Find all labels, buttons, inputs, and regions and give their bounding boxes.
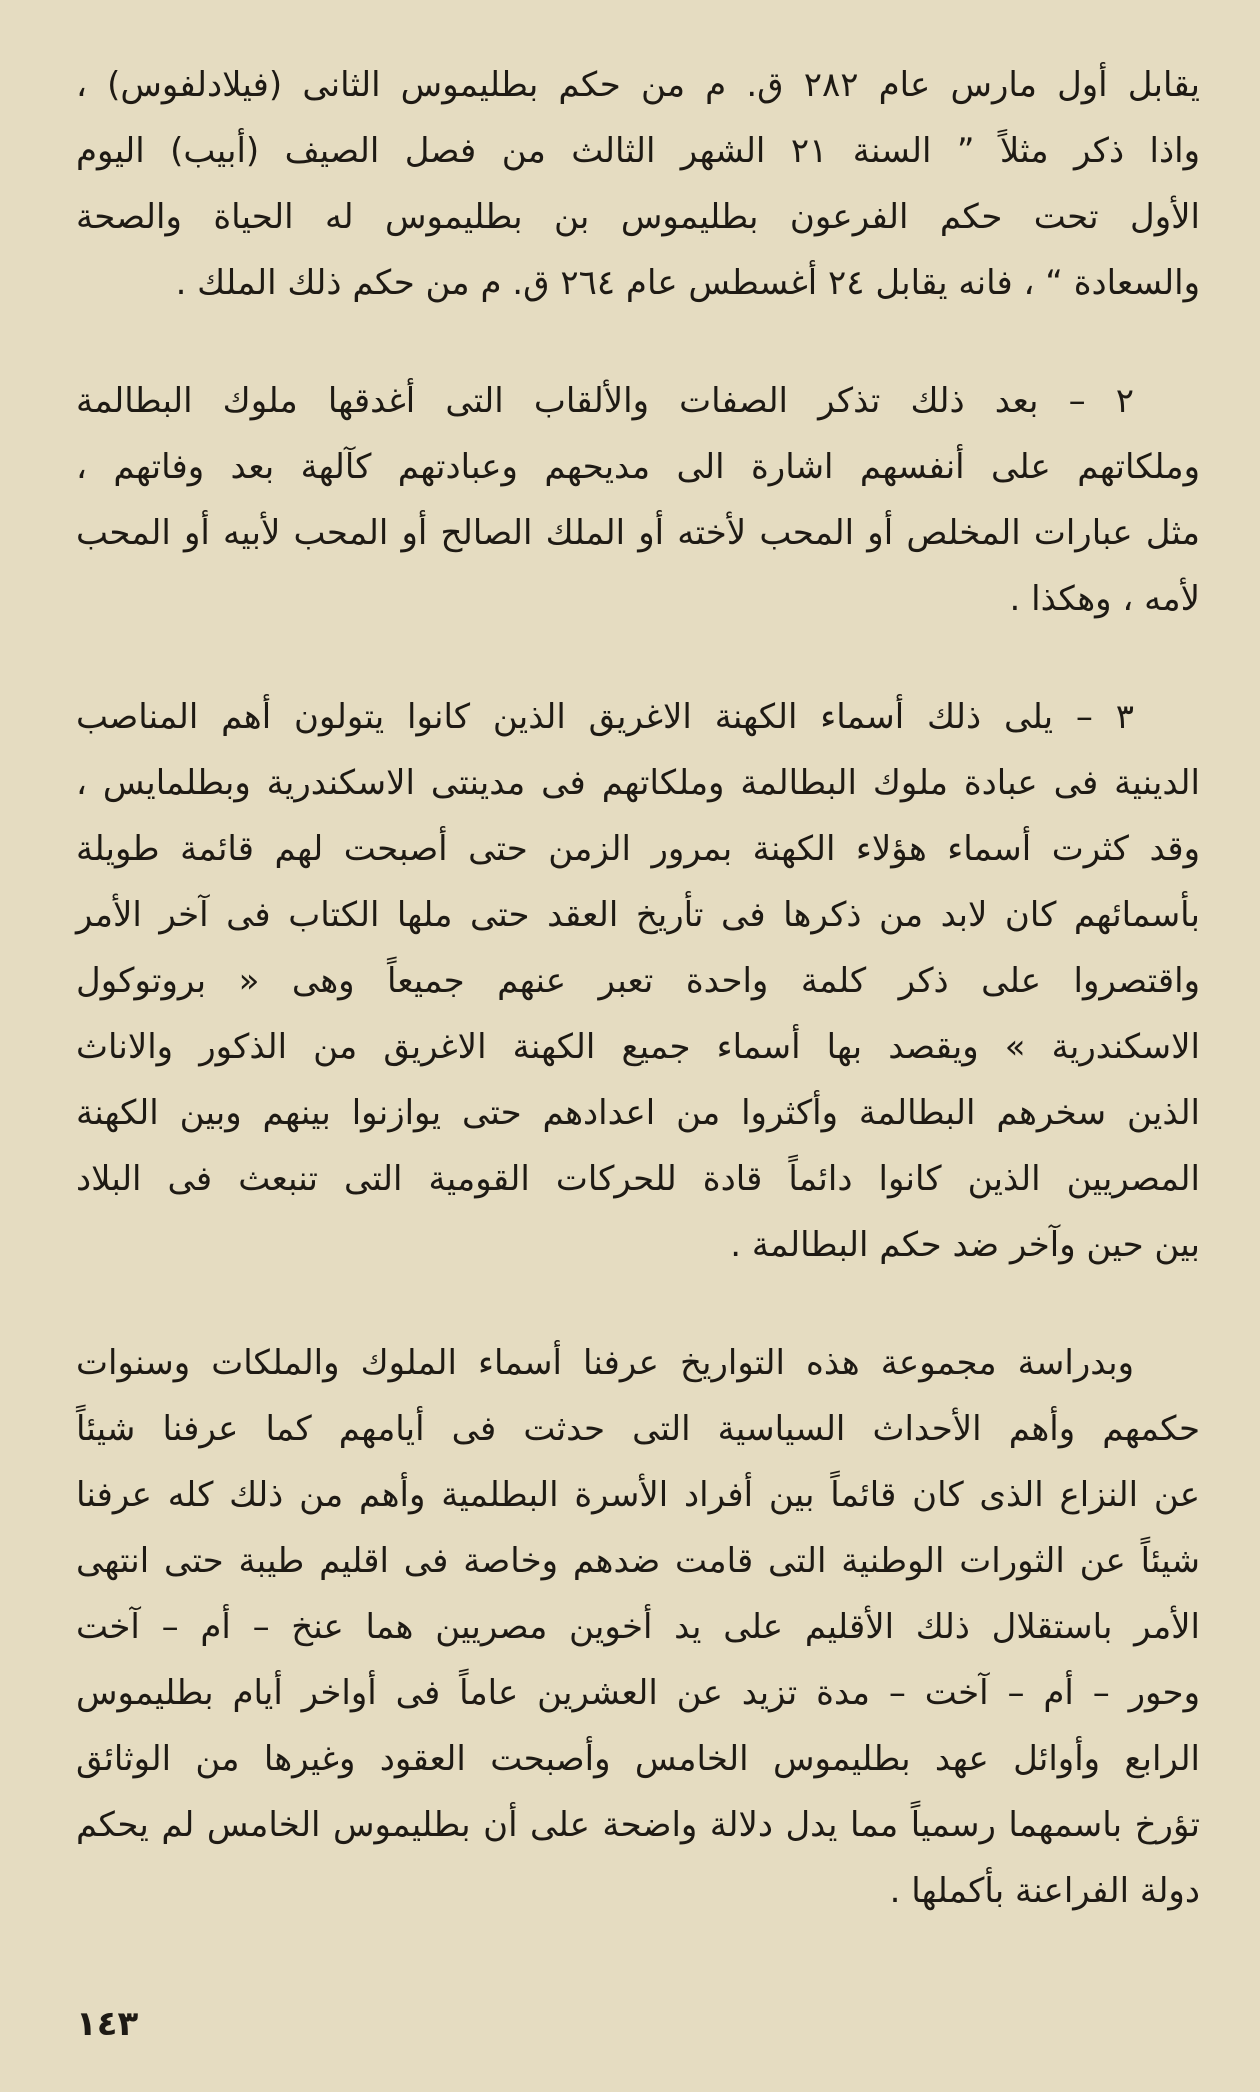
text-line: الرابع وأوائل عهد بطليموس الخامس وأصبحت العقود وغيرها من الوثائق <box>76 1739 1200 1779</box>
text-line: بين حين وآخر ضد حكم البطالمة . <box>730 1225 1200 1265</box>
page-number: ١٤٣ <box>76 2004 139 2044</box>
text-line: المصريين الذين كانوا دائماً قادة للحركات القومية التى تنبعث فى البلاد <box>76 1159 1200 1199</box>
text-line: والسعادة “ ، فانه يقابل ٢٤ أغسطس عام ٢٦٤ ق. م من حكم ذلك الملك . <box>175 263 1200 303</box>
paragraph-4-conclusions <box>76 1330 1200 1924</box>
paragraph-3-priests <box>76 684 1200 1278</box>
text-line: واذا ذكر مثلاً ” السنة ٢١ الشهر الثالث من فصل الصيف (أبيب) اليوم <box>76 131 1201 171</box>
page-body <box>76 52 1200 1924</box>
text-line: وقد كثرت أسماء هؤلاء الكهنة بمرور الزمن حتى أصبحت لهم قائمة طويلة <box>76 829 1200 869</box>
text-line: عن النزاع الذى كان قائماً بين أفراد الأسرة البطلمية وأهم من ذلك كله عرفنا <box>76 1475 1200 1515</box>
text-line: الأول تحت حكم الفرعون بطليموس بن بطليموس له الحياة والصحة <box>76 197 1200 237</box>
paragraph-2-titles <box>76 368 1200 632</box>
text-line: وحور – أم – آخت – مدة تزيد عن العشرين عاماً فى أواخر أيام بطليموس <box>76 1673 1200 1713</box>
text-line: بأسمائهم كان لابد من ذكرها فى تأريخ العقد حتى ملها الكتاب فى آخر الأمر <box>76 895 1200 935</box>
text-line: ٢ – بعد ذلك تذكر الصفات والألقاب التى أغدقها ملوك البطالمة <box>76 381 1134 421</box>
text-line: حكمهم وأهم الأحداث السياسية التى حدثت فى أيامهم كما عرفنا شيئاً <box>76 1409 1200 1449</box>
text-line: الذين سخرهم البطالمة وأكثروا من اعدادهم حتى يوازنوا بينهم وبين الكهنة <box>76 1093 1200 1133</box>
text-line: وبدراسة مجموعة هذه التواريخ عرفنا أسماء الملوك والملكات وسنوات <box>76 1343 1134 1383</box>
paragraph-1 <box>76 52 1200 316</box>
text-line: يقابل أول مارس عام ٢٨٢ ق. م من حكم بطليموس الثانى (فيلادلفوس) ، <box>76 65 1200 105</box>
text-line: مثل عبارات المخلص أو المحب لأخته أو الملك الصالح أو المحب لأبيه أو المحب <box>76 513 1200 553</box>
text-line: لأمه ، وهكذا . <box>1009 579 1200 619</box>
text-line: وملكاتهم على أنفسهم اشارة الى مديحهم وعبادتهم كآلهة بعد وفاتهم ، <box>76 447 1200 487</box>
text-line: واقتصروا على ذكر كلمة واحدة تعبر عنهم جميعاً وهى « بروتوكول <box>76 961 1200 1001</box>
text-line: دولة الفراعنة بأكملها . <box>889 1871 1200 1911</box>
text-line: شيئاً عن الثورات الوطنية التى قامت ضدهم وخاصة فى اقليم طيبة حتى انتهى <box>76 1541 1200 1581</box>
text-line: الاسكندرية » ويقصد بها أسماء جميع الكهنة الاغريق من الذكور والاناث <box>76 1027 1200 1067</box>
text-line: ٣ – يلى ذلك أسماء الكهنة الاغريق الذين كانوا يتولون أهم المناصب <box>76 697 1134 737</box>
text-line: تؤرخ باسمهما رسمياً مما يدل دلالة واضحة على أن بطليموس الخامس لم يحكم <box>76 1805 1200 1845</box>
text-line: الأمر باستقلال ذلك الأقليم على يد أخوين مصريين هما عنخ – أم – آخت <box>76 1607 1200 1647</box>
text-line: الدينية فى عبادة ملوك البطالمة وملكاتهم فى مدينتى الاسكندرية وبطلمايس ، <box>76 763 1200 803</box>
